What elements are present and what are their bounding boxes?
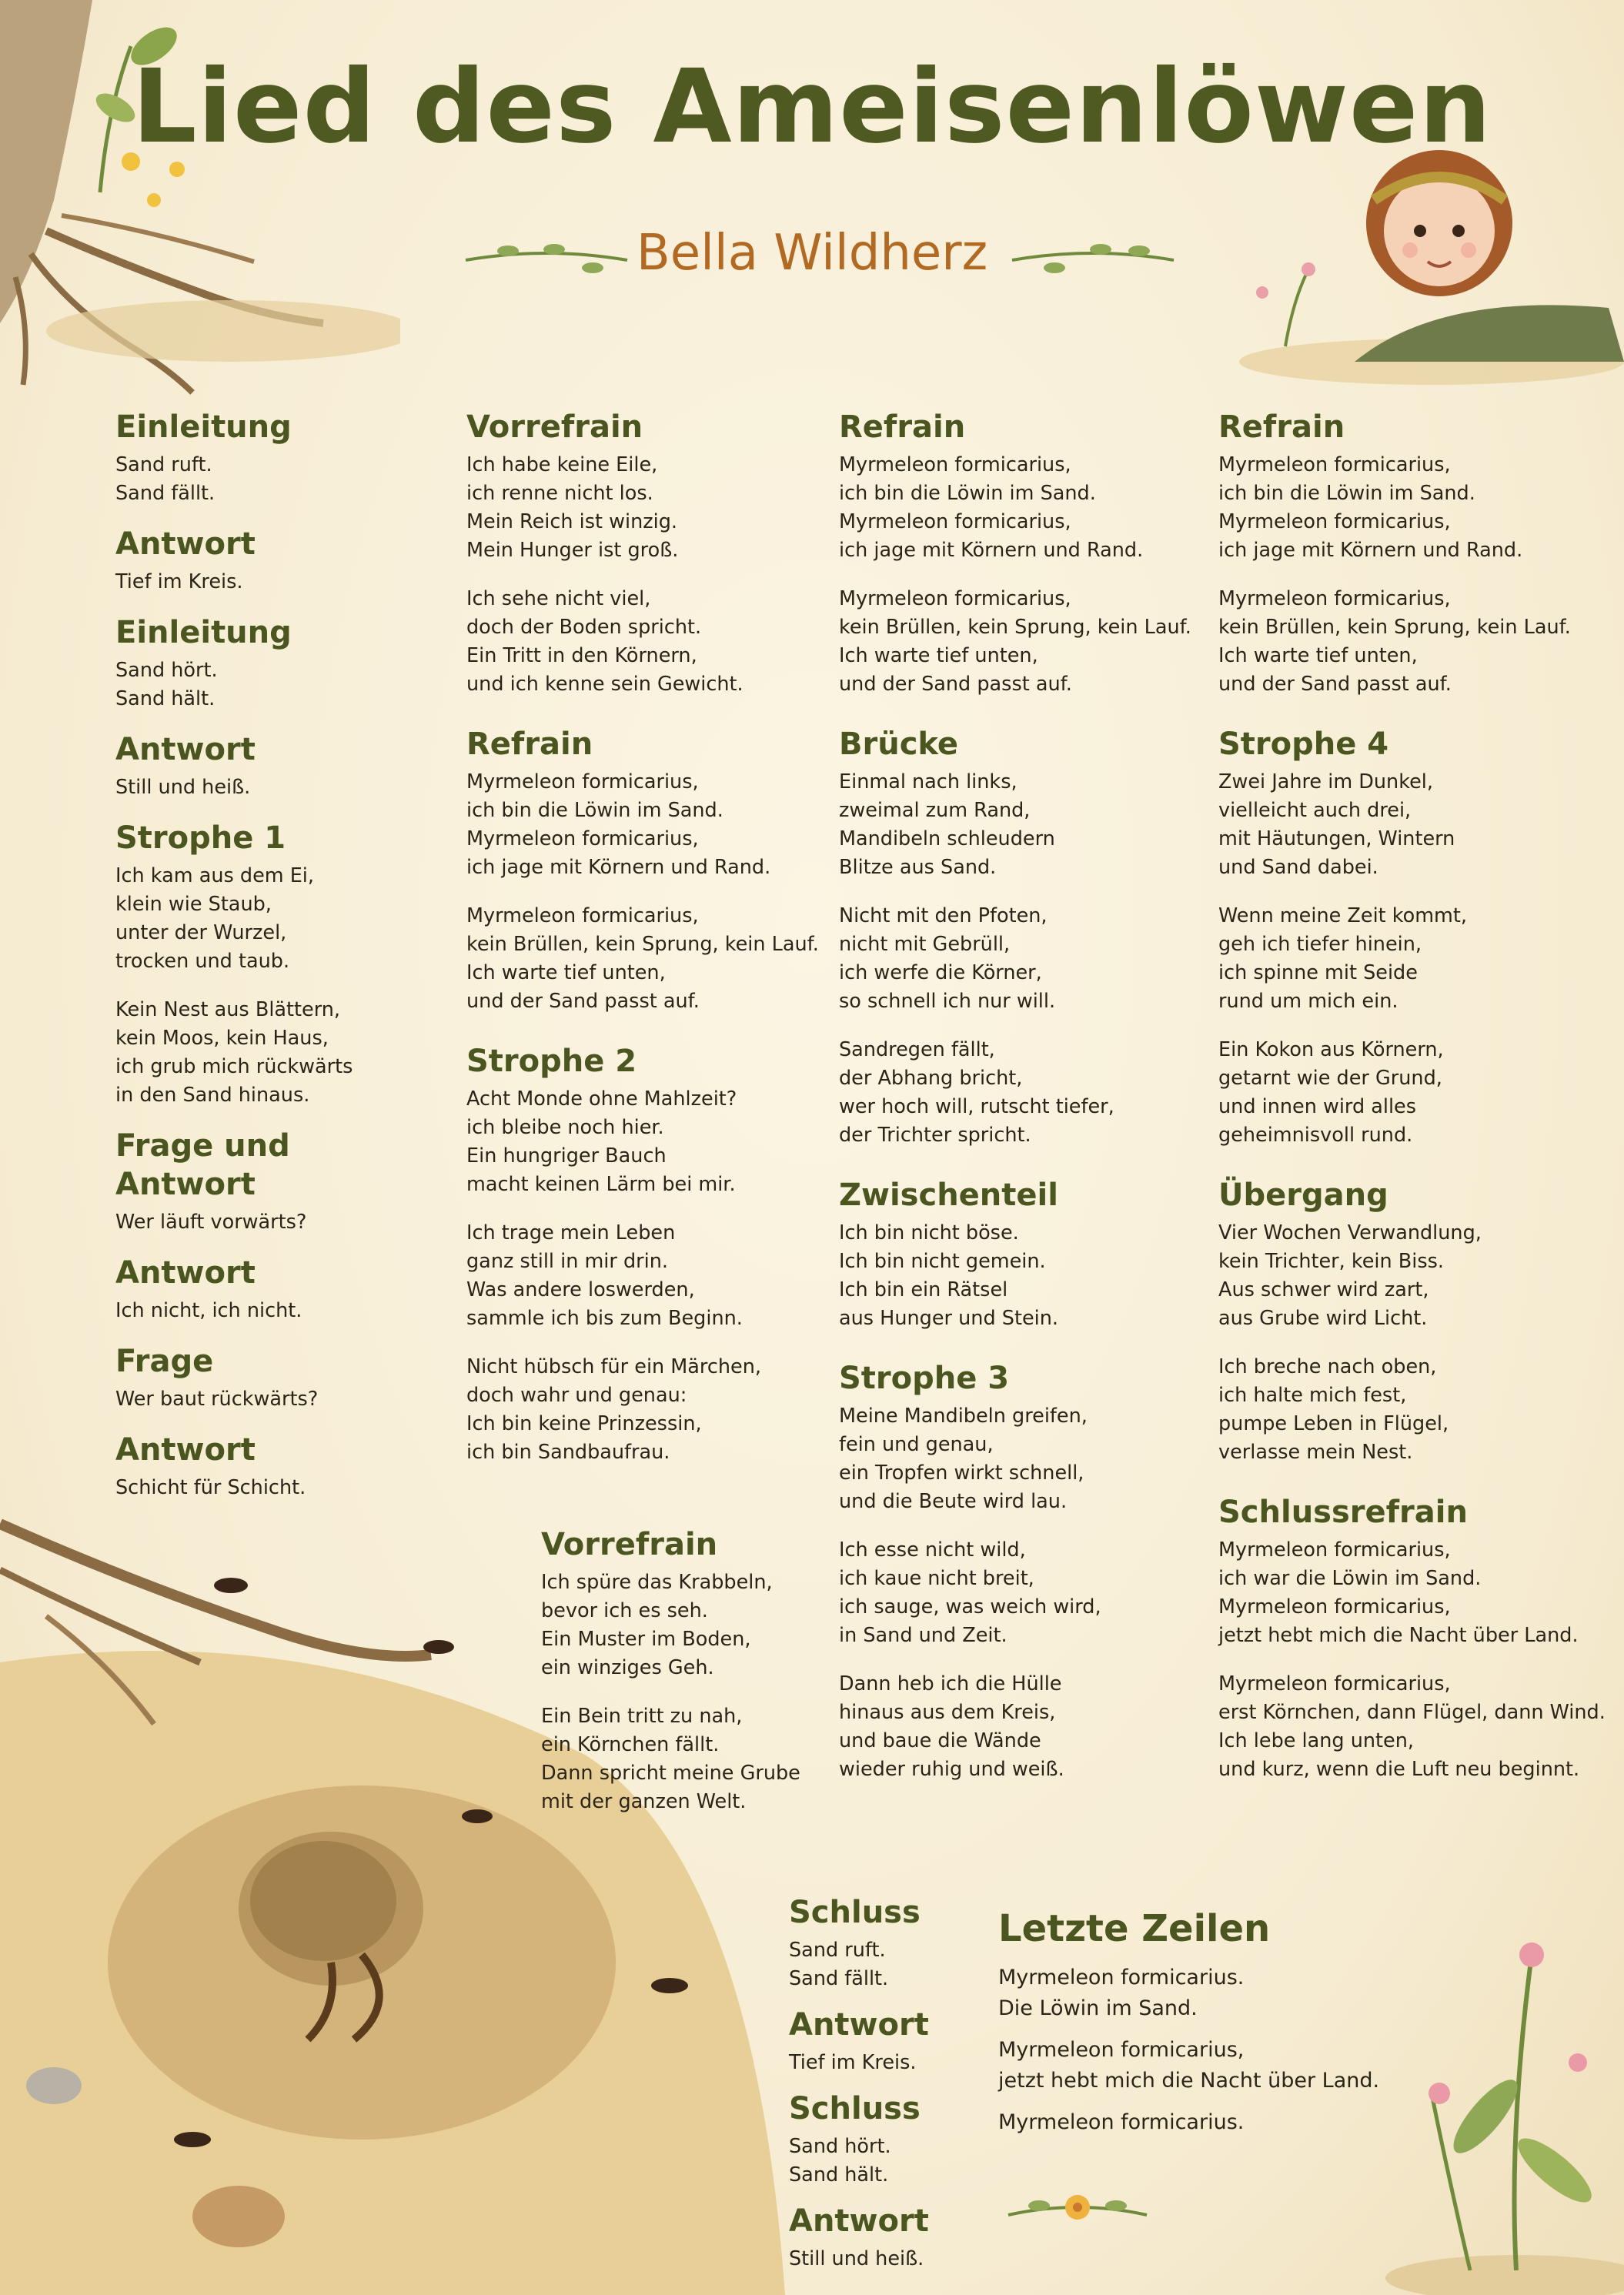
last-lines-paragraph bbox=[998, 2107, 1368, 2138]
lyric-line: und der Sand passt auf. bbox=[1218, 673, 1452, 696]
song-section bbox=[1218, 1493, 1606, 1784]
stanza bbox=[839, 451, 1201, 565]
lyric-line: und Sand dabei. bbox=[1218, 856, 1378, 879]
author-name: Bella Wildherz bbox=[636, 225, 988, 282]
song-section bbox=[115, 1431, 439, 1502]
lyric-line: verlasse mein Nest. bbox=[1218, 1441, 1413, 1464]
lyric-line: Still und heiß. bbox=[115, 776, 251, 799]
section-heading: Antwort bbox=[115, 732, 256, 767]
lyric-line: Myrmeleon formicarius, bbox=[466, 827, 699, 850]
section-heading: Zwischenteil bbox=[839, 1178, 1058, 1213]
lyric-line: Nicht mit den Pfoten, bbox=[839, 904, 1048, 927]
lyric-line: Einmal nach links, bbox=[839, 770, 1018, 793]
lyric-line: Mandibeln schleudern bbox=[839, 827, 1055, 850]
lyric-line: Ich nicht, ich nicht. bbox=[115, 1299, 302, 1322]
lyric-line: Ein Muster im Boden, bbox=[541, 1628, 751, 1651]
lyric-line: Ich bin nicht böse. bbox=[839, 1221, 1019, 1244]
stanza bbox=[541, 1568, 818, 1682]
lyric-line: Tief im Kreis. bbox=[115, 570, 243, 593]
lyric-line: erst Körnchen, dann Flügel, dann Wind. bbox=[1218, 1701, 1606, 1724]
lyric-line: Ich warte tief unten, bbox=[466, 961, 666, 984]
lyric-line: kein Brüllen, kein Sprung, kein Lauf. bbox=[1218, 616, 1571, 639]
lyric-line: Ich spüre das Krabbeln, bbox=[541, 1571, 773, 1594]
song-section bbox=[466, 1042, 805, 1467]
section-heading: Antwort bbox=[115, 526, 256, 562]
lyric-line: Mein Hunger ist groß. bbox=[466, 539, 679, 562]
stanza bbox=[1218, 1036, 1603, 1150]
section-heading: Vorrefrain bbox=[541, 1527, 718, 1562]
lyric-line: geh ich tiefer hinein, bbox=[1218, 933, 1422, 956]
lyric-line: Ich sehe nicht viel, bbox=[466, 587, 651, 610]
song-section bbox=[115, 408, 439, 508]
lyric-line: Sand ruft. bbox=[115, 453, 212, 476]
lyric-line: Kein Nest aus Blättern, bbox=[115, 998, 341, 1021]
lyric-line: aus Hunger und Stein. bbox=[839, 1307, 1058, 1330]
lyric-line: Sandregen fällt, bbox=[839, 1038, 995, 1061]
last-lines-paragraph bbox=[998, 2035, 1380, 2096]
stanza bbox=[466, 1353, 805, 1467]
stanza bbox=[789, 2245, 974, 2273]
lyric-line: Myrmeleon formicarius, bbox=[466, 770, 699, 793]
lyric-line: doch wahr und genau: bbox=[466, 1384, 687, 1407]
lyric-line: sammle ich bis zum Beginn. bbox=[466, 1307, 743, 1330]
lyric-line: ein Körnchen fällt. bbox=[541, 1733, 720, 1756]
last-lines-section bbox=[998, 1907, 1380, 2149]
lyric-line: Zwei Jahre im Dunkel, bbox=[1218, 770, 1433, 793]
lyric-line: Mein Reich ist winzig. bbox=[466, 510, 678, 533]
stanza bbox=[466, 902, 819, 1016]
section-heading: Antwort bbox=[789, 2203, 929, 2239]
lyric-line: vielleicht auch drei, bbox=[1218, 799, 1412, 822]
section-heading: Antwort bbox=[115, 1432, 256, 1468]
song-section bbox=[466, 725, 819, 1016]
lyric-line: ich bin die Löwin im Sand. bbox=[839, 482, 1096, 505]
lyric-line: ich halte mich fest, bbox=[1218, 1384, 1407, 1407]
stanza bbox=[466, 585, 805, 699]
lyric-line: ein Tropfen wirkt schnell, bbox=[839, 1462, 1084, 1485]
lyric-line: und baue die Wände bbox=[839, 1729, 1041, 1752]
section-heading: Schluss bbox=[789, 1895, 921, 1930]
stanza bbox=[839, 1219, 1201, 1333]
stanza bbox=[1218, 1670, 1606, 1784]
section-heading: Brücke bbox=[839, 727, 959, 762]
lyric-line: kein Brüllen, kein Sprung, kein Lauf. bbox=[466, 933, 819, 956]
lyrics-column-1 bbox=[115, 408, 439, 1519]
lyric-line: Myrmeleon formicarius, bbox=[1218, 510, 1451, 533]
lyric-line: ich werfe die Körner, bbox=[839, 961, 1042, 984]
song-section bbox=[115, 525, 439, 596]
lyric-line: Myrmeleon formicarius, bbox=[1218, 587, 1451, 610]
song-section bbox=[839, 1359, 1201, 1784]
lyric-line: Ich trage mein Leben bbox=[466, 1221, 676, 1244]
lyric-line: und kurz, wenn die Luft neu beginnt. bbox=[1218, 1758, 1580, 1781]
song-section bbox=[115, 730, 439, 802]
section-heading: Strophe 2 bbox=[466, 1044, 637, 1079]
lyric-line: fein und genau, bbox=[839, 1433, 994, 1456]
lyric-line: Sand fällt. bbox=[115, 482, 216, 505]
stanza bbox=[1218, 902, 1603, 1016]
lyric-line: ich spinne mit Seide bbox=[1218, 961, 1418, 984]
lyric-line: Sand fällt. bbox=[789, 1967, 889, 1990]
lyric-line: Sand hört. bbox=[789, 2135, 891, 2158]
stanza bbox=[839, 1670, 1201, 1784]
lyric-line: klein wie Staub, bbox=[115, 893, 272, 916]
song-section bbox=[839, 1176, 1201, 1333]
song-section bbox=[466, 408, 805, 699]
lyric-line: kein Moos, kein Haus, bbox=[115, 1027, 329, 1050]
stanza bbox=[115, 1385, 439, 1414]
lyric-line: Myrmeleon formicarius, bbox=[1218, 1538, 1451, 1562]
lyric-line: Myrmeleon formicarius, bbox=[1218, 453, 1451, 476]
song-section bbox=[115, 1254, 439, 1325]
lyric-line: ich war die Löwin im Sand. bbox=[1218, 1567, 1482, 1590]
lyric-line: ich renne nicht los. bbox=[466, 482, 653, 505]
lyric-line: Ich esse nicht wild, bbox=[839, 1538, 1026, 1562]
stanza bbox=[115, 451, 439, 508]
stanza bbox=[789, 1936, 974, 1993]
lyric-line: Aus schwer wird zart, bbox=[1218, 1278, 1429, 1301]
song-section bbox=[1218, 1176, 1603, 1467]
lyric-line: trocken und taub. bbox=[115, 950, 290, 973]
lyric-line: Myrmeleon formicarius, bbox=[1218, 1672, 1451, 1695]
lyric-line: Wer läuft vorwärts? bbox=[115, 1211, 307, 1234]
lyric-line: Ich lebe lang unten, bbox=[1218, 1729, 1415, 1752]
lyric-line: Acht Monde ohne Mahlzeit? bbox=[466, 1087, 737, 1111]
lyric-line: Myrmeleon formicarius, bbox=[839, 510, 1071, 533]
song-section bbox=[115, 613, 439, 713]
lyric-line: kein Trichter, kein Biss. bbox=[1218, 1250, 1445, 1273]
song-section bbox=[789, 2006, 974, 2077]
stanza bbox=[466, 451, 805, 565]
lyric-line: bevor ich es seh. bbox=[541, 1599, 708, 1622]
lyric-line: Was andere loswerden, bbox=[466, 1278, 695, 1301]
lyric-line: Myrmeleon formicarius, bbox=[839, 453, 1071, 476]
lyric-line: Ein hungriger Bauch bbox=[466, 1144, 667, 1168]
lyric-line: Myrmeleon formicarius. bbox=[998, 2110, 1245, 2134]
lyric-line: kein Brüllen, kein Sprung, kein Lauf. bbox=[839, 616, 1191, 639]
song-section bbox=[789, 2090, 974, 2190]
stanza bbox=[115, 773, 439, 802]
stanza bbox=[839, 1402, 1201, 1516]
page-title: Lied des Ameisenlöwen bbox=[132, 48, 1492, 166]
section-heading: Strophe 4 bbox=[1218, 727, 1389, 762]
lyric-line: Ich kam aus dem Ei, bbox=[115, 864, 315, 887]
lyric-line: der Abhang bricht, bbox=[839, 1067, 1023, 1090]
song-section bbox=[839, 725, 1201, 1150]
lyric-line: Ein Tritt in den Körnern, bbox=[466, 644, 697, 667]
section-heading: Strophe 1 bbox=[115, 820, 286, 856]
lyric-line: Ich habe keine Eile, bbox=[466, 453, 658, 476]
lyric-line: ein winziges Geh. bbox=[541, 1656, 714, 1679]
section-heading: Schluss bbox=[789, 2091, 921, 2126]
lyric-line: Meine Mandibeln greifen, bbox=[839, 1405, 1088, 1428]
lyric-line: aus Grube wird Licht. bbox=[1218, 1307, 1428, 1330]
stanza bbox=[541, 1702, 818, 1816]
song-section bbox=[789, 2202, 974, 2273]
lyric-line: ich bin die Löwin im Sand. bbox=[1218, 482, 1475, 505]
lyric-line: getarnt wie der Grund, bbox=[1218, 1067, 1442, 1090]
lyric-line: unter der Wurzel, bbox=[115, 921, 287, 944]
stanza bbox=[1218, 1536, 1603, 1650]
lyrics-column-2 bbox=[466, 408, 819, 1493]
lyric-line: hinaus aus dem Kreis, bbox=[839, 1701, 1056, 1724]
stanza bbox=[1218, 1353, 1603, 1467]
last-lines-heading: Letzte Zeilen bbox=[998, 1907, 1271, 1950]
song-section bbox=[839, 408, 1201, 699]
stanza bbox=[115, 1297, 439, 1325]
lyric-line: Myrmeleon formicarius, bbox=[1218, 1595, 1451, 1619]
lyric-line: und ich kenne sein Gewicht. bbox=[466, 673, 743, 696]
section-heading: Einleitung bbox=[115, 615, 292, 650]
lyric-line: Sand hält. bbox=[789, 2163, 889, 2186]
lyric-line: Ich warte tief unten, bbox=[839, 644, 1038, 667]
lyric-line: Still und heiß. bbox=[789, 2247, 924, 2270]
flower-plant-illustration bbox=[1362, 1862, 1624, 2295]
lyric-line: geheimnisvoll rund. bbox=[1218, 1124, 1413, 1147]
lyric-line: pumpe Leben in Flügel, bbox=[1218, 1412, 1449, 1435]
lyric-line: Ich bin nicht gemein. bbox=[839, 1250, 1046, 1273]
lyric-line: doch der Boden spricht. bbox=[466, 616, 702, 639]
song-section bbox=[1218, 725, 1603, 1150]
stanza bbox=[115, 1474, 439, 1502]
section-heading: Antwort bbox=[789, 2007, 929, 2043]
stanza bbox=[1218, 585, 1603, 699]
section-heading: Strophe 3 bbox=[839, 1361, 1010, 1396]
stanza bbox=[839, 1536, 1201, 1650]
section-heading: Antwort bbox=[115, 1255, 256, 1291]
lyric-line: in den Sand hinaus. bbox=[115, 1084, 310, 1107]
lyric-line: Ich bin ein Rätsel bbox=[839, 1278, 1008, 1301]
song-section bbox=[1218, 408, 1603, 699]
lyric-line: Sand hält. bbox=[115, 687, 216, 710]
right-leaf-sprig bbox=[1008, 239, 1178, 277]
lyric-line: Myrmeleon formicarius, bbox=[998, 2038, 1245, 2062]
lyric-line: und innen wird alles bbox=[1218, 1095, 1417, 1118]
lyric-line: nicht mit Gebrüll, bbox=[839, 933, 1011, 956]
stanza bbox=[1218, 768, 1603, 882]
lyric-line: ich bin die Löwin im Sand. bbox=[466, 799, 723, 822]
stanza bbox=[115, 1208, 439, 1237]
stanza bbox=[466, 1219, 805, 1333]
section-heading: Übergang bbox=[1218, 1178, 1388, 1213]
stanza bbox=[1218, 1219, 1603, 1333]
lyric-line: ich sauge, was weich wird, bbox=[839, 1595, 1101, 1619]
lyric-line: ich bin Sandbaufrau. bbox=[466, 1441, 670, 1464]
lyric-line: in Sand und Zeit. bbox=[839, 1624, 1007, 1647]
stanza bbox=[839, 902, 1201, 1016]
lyric-line: ich kaue nicht breit, bbox=[839, 1567, 1034, 1590]
lyric-line: Ich warte tief unten, bbox=[1218, 644, 1418, 667]
lyric-line: und die Beute wird lau. bbox=[839, 1490, 1068, 1513]
section-heading: Refrain bbox=[839, 409, 966, 445]
lyric-line: der Trichter spricht. bbox=[839, 1124, 1031, 1147]
stanza bbox=[839, 585, 1201, 699]
section-heading: Refrain bbox=[1218, 409, 1345, 445]
stanza bbox=[789, 2049, 974, 2077]
song-section bbox=[789, 1893, 974, 1993]
lyric-line: ich jage mit Körnern und Rand. bbox=[1218, 539, 1523, 562]
stanza bbox=[839, 1036, 1201, 1150]
stanza bbox=[1218, 451, 1603, 565]
section-heading: Frage bbox=[115, 1344, 214, 1379]
section-heading: Schlussrefrain bbox=[1218, 1495, 1468, 1530]
section-heading: Refrain bbox=[466, 727, 593, 762]
lyric-line: Ich breche nach oben, bbox=[1218, 1355, 1437, 1378]
last-lines-body bbox=[998, 1963, 1380, 2138]
lyric-line: rund um mich ein. bbox=[1218, 990, 1398, 1013]
lyric-line: mit der ganzen Welt. bbox=[541, 1790, 747, 1813]
stanza bbox=[839, 768, 1201, 882]
lyric-line: wer hoch will, rutscht tiefer, bbox=[839, 1095, 1114, 1118]
lyric-line: und der Sand passt auf. bbox=[839, 673, 1072, 696]
lyric-line: ich grub mich rückwärts bbox=[115, 1055, 353, 1078]
section-heading: Vorrefrain bbox=[466, 409, 643, 445]
flower-sprig-divider bbox=[1001, 2184, 1155, 2238]
song-section bbox=[115, 819, 439, 1110]
lyric-line: Ich bin keine Prinzessin, bbox=[466, 1412, 702, 1435]
lyric-line: Blitze aus Sand. bbox=[839, 856, 997, 879]
lyric-line: Dann heb ich die Hülle bbox=[839, 1672, 1062, 1695]
lyric-line: Schicht für Schicht. bbox=[115, 1476, 306, 1499]
stanza bbox=[115, 568, 439, 596]
lyric-line: Myrmeleon formicarius. bbox=[998, 1966, 1245, 1989]
lyric-line: macht keinen Lärm bei mir. bbox=[466, 1173, 736, 1196]
lyric-line: so schnell ich nur will. bbox=[839, 990, 1056, 1013]
lyric-line: ich bleibe noch hier. bbox=[466, 1116, 664, 1139]
lyric-line: Wer baut rückwärts? bbox=[115, 1388, 319, 1411]
stanza bbox=[789, 2133, 974, 2190]
lyric-line: Wenn meine Zeit kommt, bbox=[1218, 904, 1467, 927]
lyric-line: Ein Kokon aus Körnern, bbox=[1218, 1038, 1444, 1061]
song-section bbox=[541, 1525, 818, 1816]
lyric-line: zweimal zum Rand, bbox=[839, 799, 1031, 822]
lyric-line: ich jage mit Körnern und Rand. bbox=[839, 539, 1144, 562]
lyric-line: Ein Bein tritt zu nah, bbox=[541, 1705, 743, 1728]
lyric-line: und der Sand passt auf. bbox=[466, 990, 700, 1013]
lyric-line: jetzt hebt mich die Nacht über Land. bbox=[1218, 1624, 1579, 1647]
section-heading: Einleitung bbox=[115, 409, 292, 445]
lyric-line: Sand ruft. bbox=[789, 1939, 886, 1962]
lyric-line: Dann spricht meine Grube bbox=[541, 1762, 800, 1785]
lyrics-column-5 bbox=[789, 1893, 974, 2286]
lyric-line: Nicht hübsch für ein Märchen, bbox=[466, 1355, 761, 1378]
song-section bbox=[115, 1127, 439, 1237]
stanza bbox=[466, 1085, 805, 1199]
lyric-line: Tief im Kreis. bbox=[789, 2051, 917, 2074]
lyric-line: Sand hört. bbox=[115, 659, 218, 682]
section-heading: Frage und Antwort bbox=[115, 1128, 290, 1202]
lyric-line: Myrmeleon formicarius, bbox=[466, 904, 699, 927]
lyrics-column-2b bbox=[541, 1525, 818, 1832]
lyric-line: jetzt hebt mich die Nacht über Land. bbox=[998, 2069, 1380, 2093]
lyrics-column-3 bbox=[839, 408, 1201, 1810]
lyric-line: Die Löwin im Sand. bbox=[998, 1996, 1198, 2020]
lyric-line: Myrmeleon formicarius, bbox=[839, 587, 1071, 610]
lyric-line: Vier Wochen Verwandlung, bbox=[1218, 1221, 1482, 1244]
song-section bbox=[115, 1342, 439, 1414]
lyrics-column-4 bbox=[1218, 408, 1606, 1810]
stanza bbox=[115, 656, 439, 713]
stanza bbox=[466, 768, 805, 882]
lyric-line: mit Häutungen, Wintern bbox=[1218, 827, 1455, 850]
stanza bbox=[115, 862, 439, 976]
stanza bbox=[115, 996, 439, 1110]
lyric-line: ganz still in mir drin. bbox=[466, 1250, 668, 1273]
lyric-line: ich jage mit Körnern und Rand. bbox=[466, 856, 771, 879]
last-lines-paragraph bbox=[998, 1963, 1368, 2024]
lyric-line: wieder ruhig und weiß. bbox=[839, 1758, 1064, 1781]
